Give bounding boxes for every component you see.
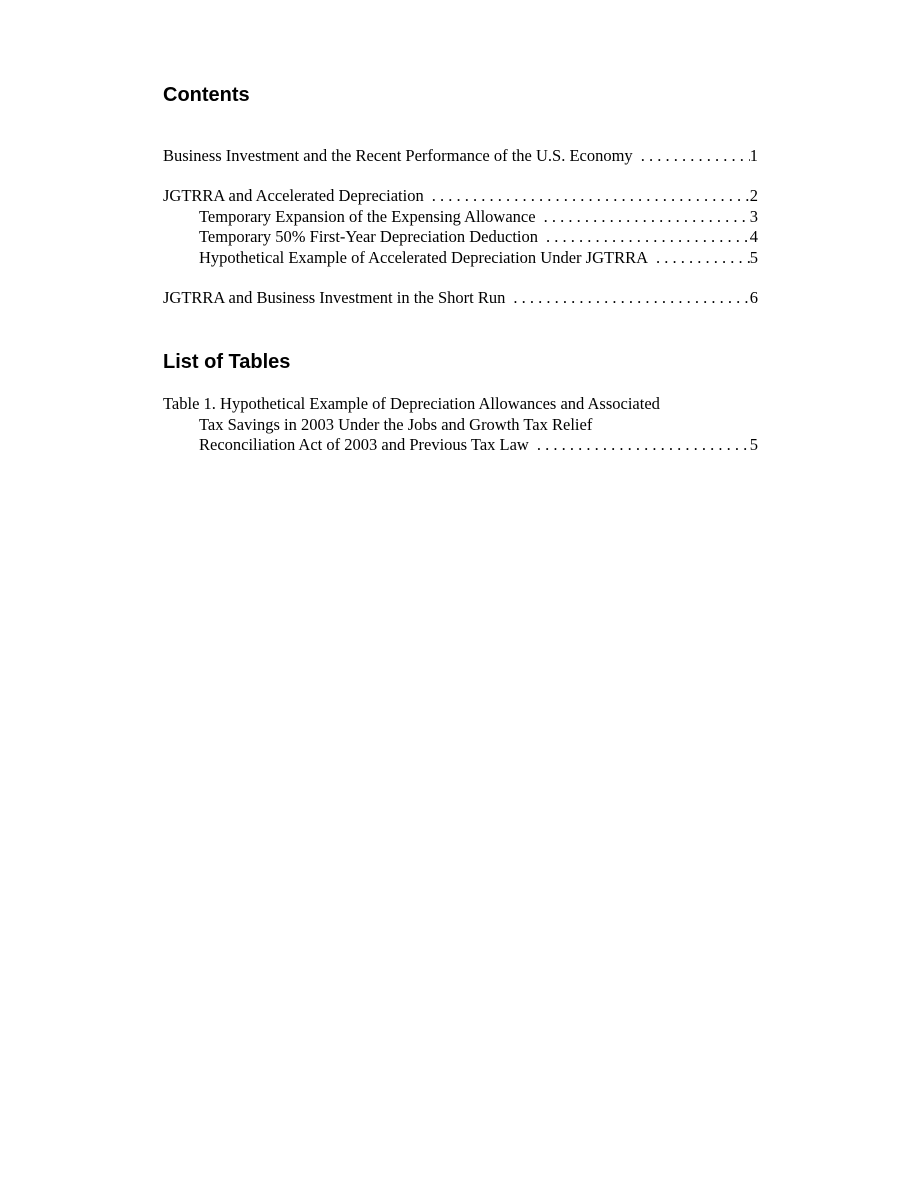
toc-leader-dots	[633, 146, 750, 167]
toc-subentry[interactable]	[163, 207, 758, 228]
toc-leader-dots	[536, 207, 750, 228]
toc-entry-title: Temporary 50% First-Year Depreciation Deduction	[199, 227, 538, 246]
table-entry-line-2: Tax Savings in 2003 Under the Jobs and Growth Tax Relief	[199, 414, 593, 434]
toc-entry-page: 3	[749, 206, 758, 226]
list-of-tables-heading: List of Tables	[163, 351, 291, 373]
toc-subentry[interactable]	[163, 248, 758, 269]
toc-entry-title: JGTRRA and Accelerated Depreciation	[163, 186, 424, 205]
toc-entry-title: Hypothetical Example of Accelerated Depreciation Under JGTRRA	[199, 247, 649, 267]
toc-leader-dots	[505, 288, 749, 309]
toc-group-3	[163, 288, 758, 309]
contents-heading: Contents	[163, 84, 250, 106]
toc-entry[interactable]	[163, 146, 758, 167]
toc-entry-title: Temporary Expansion of the Expensing Allowance	[199, 206, 536, 226]
toc-entry-page: 6	[749, 288, 758, 307]
table-entry-line-3	[163, 435, 758, 456]
toc-entry[interactable]	[163, 186, 758, 207]
toc-entry-title: Business Investment and the Recent Performance of the U.S. Economy	[163, 146, 633, 165]
toc-entry-page: 2	[749, 186, 758, 205]
toc-leader-dots	[529, 435, 750, 456]
toc-entry-page: 5	[749, 247, 758, 267]
toc-entry-title: JGTRRA and Business Investment in the Short Run	[163, 288, 506, 307]
toc-group-2	[163, 186, 758, 268]
toc-entry-page: 4	[749, 227, 758, 246]
toc-entry[interactable]	[163, 288, 758, 309]
toc-leader-dots	[424, 186, 750, 207]
toc-entry-page: 1	[749, 146, 758, 165]
toc-subentry[interactable]	[163, 227, 758, 248]
toc-leader-dots	[538, 227, 750, 248]
toc-group-1	[163, 146, 758, 167]
table-entry-title-end: Reconciliation Act of 2003 and Previous Tax Law	[199, 435, 529, 454]
table-entry-line-1: Table 1. Hypothetical Example of Depreciation Allowances and Associated	[163, 394, 660, 413]
toc-leader-dots	[648, 248, 750, 269]
table-entry[interactable]	[163, 394, 758, 456]
table-entry-page: 5	[749, 435, 758, 454]
